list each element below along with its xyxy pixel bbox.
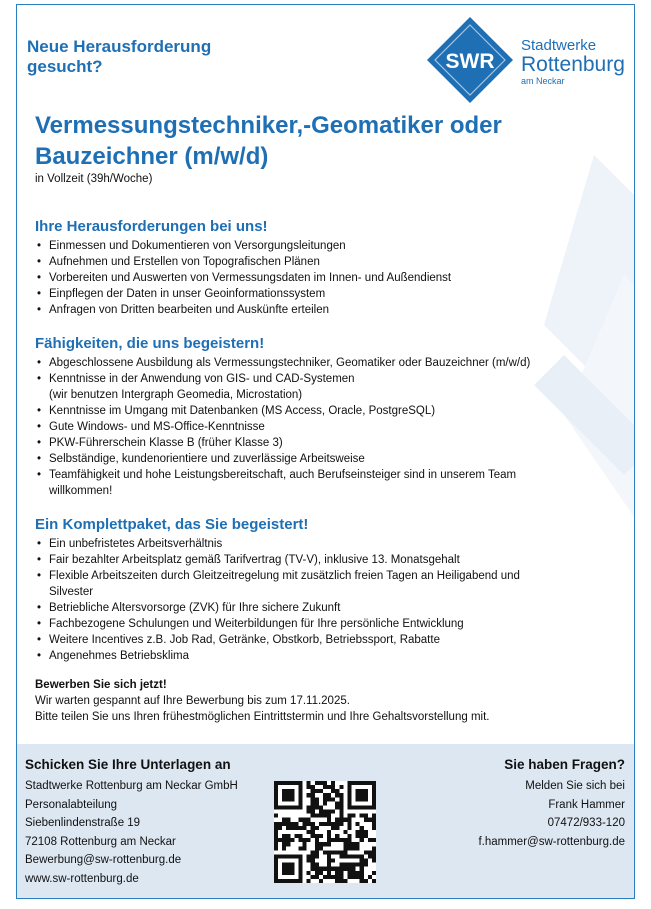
apply-heading: Bewerben Sie sich jetzt! xyxy=(35,679,167,691)
logo-line-3: am Neckar xyxy=(521,76,565,86)
headline-line-2: gesucht? xyxy=(27,57,103,76)
apply-deadline: Wir warten gespannt auf Ihre Bewerbung bis zum 17.11.2025. xyxy=(35,695,350,707)
street: Siebenlindenstraße 19 xyxy=(25,817,141,829)
apply-instructions: Bitte teilen Sie uns Ihren frühestmöglichen Eintrittstermin und Ihre Gehaltsvorstellung mit. xyxy=(35,711,490,723)
swr-logo-mark xyxy=(425,15,515,105)
questions-intro: Melden Sie sich bei xyxy=(525,780,625,792)
application-address xyxy=(25,756,238,888)
logo-line-1: Stadtwerke xyxy=(521,37,597,54)
list-item: • PKW-Führerschein Klasse B (früher Klasse 3) xyxy=(35,435,620,451)
job-ad-frame xyxy=(16,4,635,899)
tasks-heading: Ihre Herausforderungen bei uns! xyxy=(35,218,268,235)
list-item: • Gute Windows- und MS-Office-Kenntnisse xyxy=(35,419,620,435)
list-item-text: Flexible Arbeitszeiten durch Gleitzeitregelung mit zusätzlich freien Tagen an Heiligabend und xyxy=(49,570,520,582)
questions-heading: Sie haben Fragen? xyxy=(504,757,625,772)
list-item: • Aufnehmen und Erstellen von Topografischen Plänen xyxy=(35,254,620,270)
list-item-text: Teamfähigkeit und hohe Leistungsbereitschaft, auch Berufseinsteiger sind in unserem Team xyxy=(49,469,517,481)
application-email-link[interactable]: Bewerbung@sw-rottenburg.de xyxy=(25,854,182,866)
list-item-continuation: willkommen! xyxy=(49,485,113,497)
offer-heading: Ein Komplettpaket, das Sie begeistert! xyxy=(35,516,309,533)
list-item-continuation: Silvester xyxy=(49,586,94,598)
contact-email-link[interactable]: f.hammer@sw-rottenburg.de xyxy=(478,835,625,848)
skills-heading: Fähigkeiten, die uns begeistern! xyxy=(35,335,265,352)
list-item xyxy=(35,371,620,403)
job-title xyxy=(35,110,502,172)
list-item: • Ein unbefristetes Arbeitsverhältnis xyxy=(35,536,620,552)
list-item: • Betriebliche Altersvorsorge (ZVK) für Ihre sichere Zukunft xyxy=(35,600,620,616)
city: 72108 Rottenburg am Neckar xyxy=(25,835,176,848)
list-item xyxy=(35,568,620,600)
tasks-section xyxy=(35,217,620,318)
logo-mark-text: SWR xyxy=(445,50,495,73)
skills-list xyxy=(35,355,620,499)
company-logo xyxy=(425,15,625,105)
contact-footer xyxy=(17,744,635,899)
list-item: • Anfragen von Dritten bearbeiten und Auskünfte erteilen xyxy=(35,302,620,318)
job-title-line-1: Vermessungstechniker,-Geomatiker oder xyxy=(35,112,502,139)
contact-person-name: Frank Hammer xyxy=(548,798,625,811)
job-title-line-2: Bauzeichner (m/w/d) xyxy=(35,143,269,170)
apply-section xyxy=(35,677,489,725)
headline xyxy=(27,37,211,77)
offer-section xyxy=(35,515,620,664)
headline-line-1: Neue Herausforderung xyxy=(27,37,212,56)
list-item: • Fair bezahlter Arbeitsplatz gemäß Tarifvertrag (TV-V), inklusive 13. Monatsgehalt xyxy=(35,552,620,568)
skills-section xyxy=(35,334,620,499)
list-item: • Kenntnisse im Umgang mit Datenbanken (MS Access, Oracle, PostgreSQL) xyxy=(35,403,620,419)
list-item: • Selbständige, kundenorientiere und zuverlässige Arbeitsweise xyxy=(35,451,620,467)
department: Personalabteilung xyxy=(25,798,118,811)
list-item-text: Kenntnisse in der Anwendung von GIS- und CAD-Systemen xyxy=(49,373,355,385)
list-item: • Fachbezogene Schulungen und Weiterbildungen für Ihre persönliche Entwicklung xyxy=(35,616,620,632)
list-item: • Angenehmes Betriebsklima xyxy=(35,648,620,664)
company-name: Stadtwerke Rottenburg am Neckar GmbH xyxy=(25,780,238,792)
list-item-continuation: (wir benutzen Intergraph Geomedia, Microstation) xyxy=(49,389,303,401)
questions-contact xyxy=(478,756,625,851)
list-item: • Einmessen und Dokumentieren von Versorgungsleitungen xyxy=(35,238,620,254)
address-heading: Schicken Sie Ihre Unterlagen an xyxy=(25,757,231,772)
tasks-list xyxy=(35,238,620,318)
list-item: • Vorbereiten und Auswerten von Vermessungsdaten im Innen- und Außendienst xyxy=(35,270,620,286)
list-item: • Weitere Incentives z.B. Job Rad, Getränke, Obstkorb, Betriebssport, Rabatte xyxy=(35,632,620,648)
logo-wordmark xyxy=(521,37,625,87)
list-item: • Einpflegen der Daten in unser Geoinformationssystem xyxy=(35,286,620,302)
job-subtitle: in Vollzeit (39h/Woche) xyxy=(35,173,153,185)
contact-phone[interactable]: 07472/933-120 xyxy=(547,817,625,829)
website-link[interactable]: www.sw-rottenburg.de xyxy=(25,872,139,885)
list-item xyxy=(35,467,620,499)
logo-line-2: Rottenburg xyxy=(521,53,625,76)
list-item: • Abgeschlossene Ausbildung als Vermessungstechniker, Geomatiker oder Bauzeichner (m/w/d) xyxy=(35,355,620,371)
offer-list xyxy=(35,536,620,664)
qr-code[interactable] xyxy=(274,781,376,883)
